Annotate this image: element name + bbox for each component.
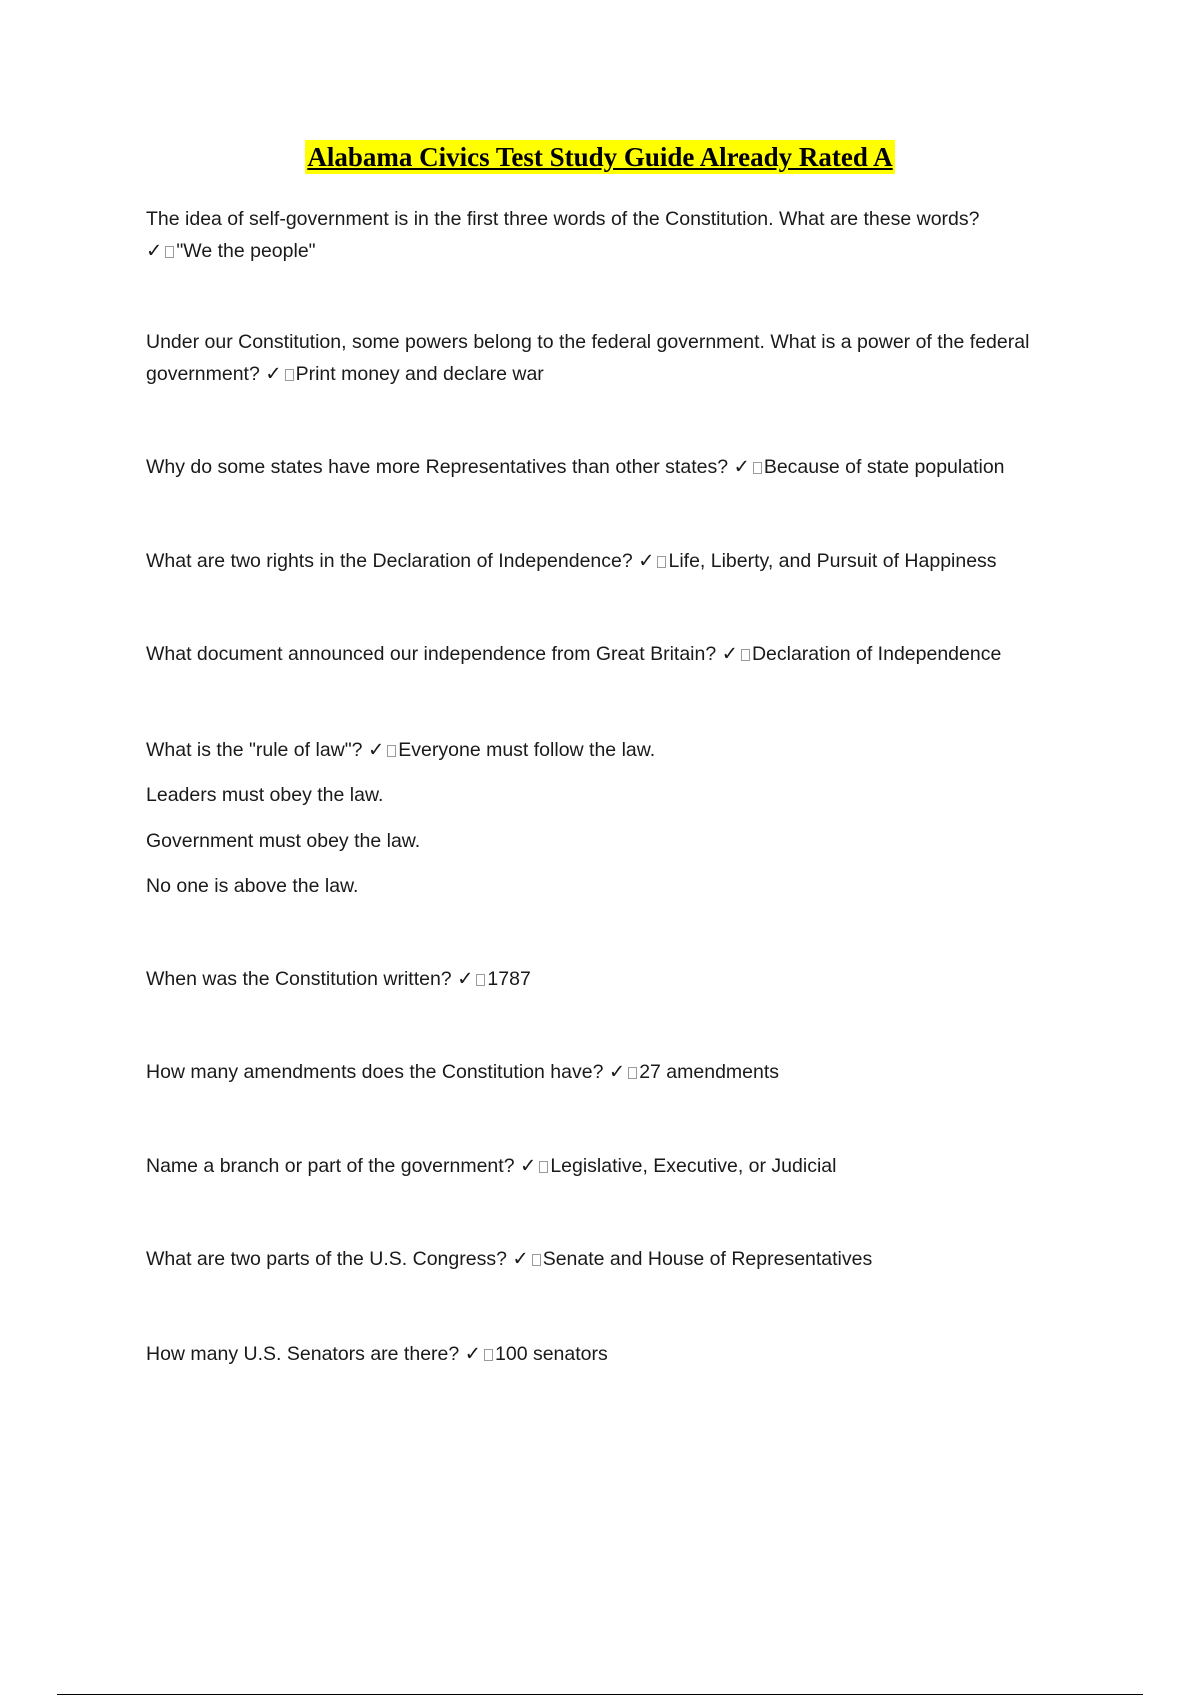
question-text: Name a branch or part of the government?	[146, 1155, 515, 1177]
check-icon: ✓	[638, 550, 655, 572]
question-text: When was the Constitution written?	[146, 968, 452, 990]
rule-of-law-line: Leaders must obey the law.	[146, 784, 384, 806]
box-glyph-icon	[532, 1254, 541, 1266]
answer-text: Everyone must follow the law.	[398, 739, 656, 761]
qa-item	[146, 1150, 1086, 1182]
check-icon: ✓	[464, 1343, 481, 1365]
title-container	[0, 140, 1200, 174]
answer-text: 27 amendments	[639, 1061, 780, 1083]
qa-item	[146, 1243, 1086, 1275]
check-icon: ✓	[721, 643, 738, 665]
box-glyph-icon	[657, 556, 666, 568]
rule-of-law-line: No one is above the law.	[146, 875, 359, 897]
question-text: What are two rights in the Declaration of Independence?	[146, 550, 633, 572]
answer-text: Senate and House of Representatives	[542, 1248, 873, 1270]
qa-item	[146, 638, 1086, 670]
document-title: Alabama Civics Test Study Guide Already Rated A	[307, 142, 893, 172]
box-glyph-icon	[741, 649, 750, 661]
box-glyph-icon	[539, 1161, 548, 1173]
check-icon: ✓	[512, 1248, 529, 1270]
qa-item	[146, 451, 1086, 483]
question-text: Why do some states have more Representatives than other states?	[146, 456, 729, 478]
question-text: The idea of self-government is in the first three words of the Constitution. What are these words?	[146, 208, 980, 230]
question-text: What is the "rule of law"?	[146, 739, 363, 761]
check-icon: ✓	[733, 456, 750, 478]
answer-text: 100 senators	[495, 1343, 608, 1365]
qa-item	[146, 1338, 1086, 1370]
answer-text: "We the people"	[176, 240, 316, 262]
check-icon: ✓	[457, 968, 474, 990]
check-icon: ✓	[367, 739, 385, 761]
answer-text: Because of state population	[763, 456, 1005, 478]
box-glyph-icon	[628, 1067, 637, 1079]
answer-text: Legislative, Executive, or Judicial	[550, 1155, 837, 1177]
question-text: What document announced our independence from Great Britain?	[146, 643, 717, 665]
answer-text: Print money and declare war	[295, 363, 544, 385]
box-glyph-icon	[285, 369, 294, 381]
qa-item	[146, 203, 1086, 267]
box-glyph-icon	[165, 246, 174, 258]
qa-item	[146, 326, 1086, 390]
answer-text: Declaration of Independence	[751, 643, 1002, 665]
qa-item	[146, 545, 1086, 577]
qa-item	[146, 963, 1086, 995]
rule-of-law-line: Government must obey the law.	[146, 830, 421, 852]
check-icon: ✓	[519, 1155, 537, 1177]
answer-text: Life, Liberty, and Pursuit of Happiness	[668, 550, 997, 572]
check-icon: ✓	[608, 1061, 626, 1083]
box-glyph-icon	[387, 745, 396, 757]
box-glyph-icon	[476, 974, 485, 986]
check-icon: ✓	[265, 363, 282, 385]
footer-divider	[57, 1694, 1143, 1695]
qa-item	[146, 1056, 1086, 1088]
box-glyph-icon	[753, 462, 762, 474]
question-text: How many U.S. Senators are there?	[146, 1343, 460, 1365]
check-icon: ✓	[146, 240, 163, 262]
question-text: Under our Constitution, some powers belong to the federal government. What is a power of the federal government?	[146, 331, 1030, 385]
question-text: How many amendments does the Constitution have?	[146, 1061, 604, 1083]
answer-text: 1787	[487, 968, 531, 990]
box-glyph-icon	[484, 1349, 493, 1361]
question-text: What are two parts of the U.S. Congress?	[146, 1248, 507, 1270]
qa-item	[146, 734, 1086, 766]
